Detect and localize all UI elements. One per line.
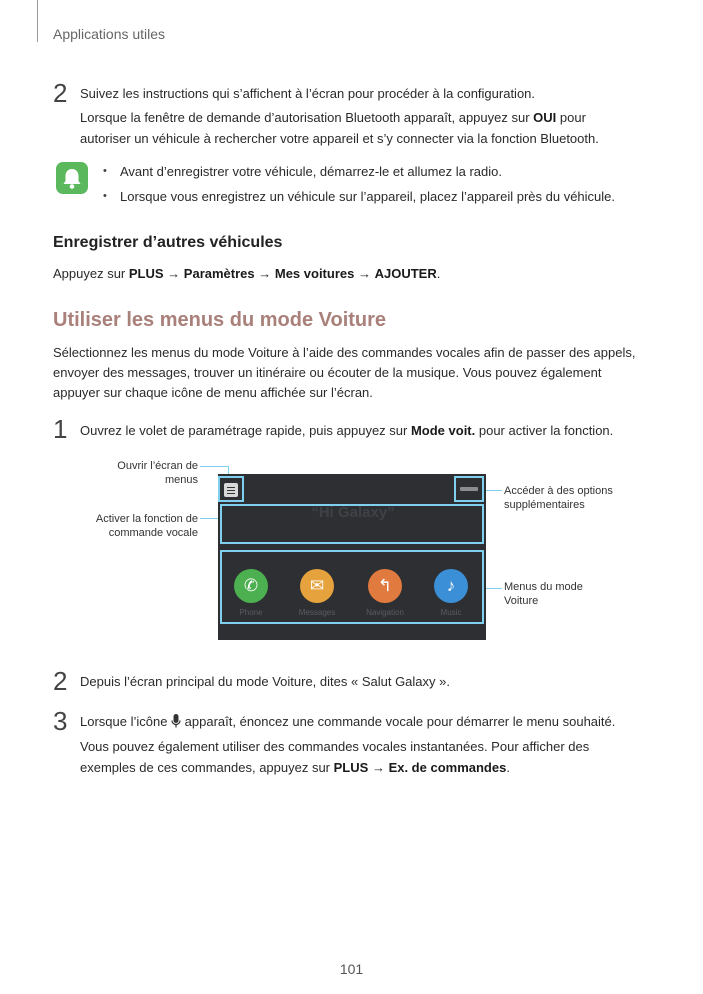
app-label: Messages: [298, 608, 336, 617]
callout-leader: [200, 518, 220, 519]
car-mode-screen: [218, 474, 486, 640]
paragraph-line: envoyer des messages, trouver un itinéraire ou écouter de la musique. Vous pouvez également: [53, 365, 602, 380]
step-number: 2: [53, 78, 68, 108]
bold-term: OUI: [533, 110, 557, 125]
callout-leader: [200, 466, 228, 467]
step-paragraph: Lorsque la fenêtre de demande d’autorisation Bluetooth apparaît, appuyez sur OUI pour: [80, 110, 586, 125]
step-paragraph-line: Vous pouvez également utiliser des commandes vocales instantanées. Pour afficher des: [80, 739, 590, 754]
step-text: Suivez les instructions qui s’affichent à l’écran pour procéder à la configuration.: [80, 86, 536, 101]
step-paragraph-line: autoriser un véhicule à rechercher votre appareil et s’y connecter via la fonction Bluetooth.: [80, 131, 599, 146]
turn-arrow-icon[interactable]: ↰: [368, 569, 402, 603]
step-number: 1: [53, 414, 68, 444]
microphone-icon: [171, 713, 181, 734]
bullet: •: [103, 190, 107, 202]
step-number: 2: [53, 666, 68, 696]
note-bullet: Avant d’enregistrer votre véhicule, démarrez-le et allumez la radio.: [120, 164, 502, 179]
callout-more-options: Accéder à des options supplémentaires: [504, 485, 613, 511]
app-label: Navigation: [366, 608, 404, 617]
menu-icon[interactable]: [224, 483, 238, 497]
bell-icon: [56, 162, 88, 194]
menu-path-instruction: exemples de ces commandes, appuyez sur PLUS → Ex. de commandes.: [80, 760, 510, 775]
app-label: Phone: [239, 608, 263, 617]
app-label: Music: [440, 608, 462, 617]
paragraph-line: appuyer sur chaque icône de menu affichée sur l’écran.: [53, 385, 373, 400]
callout-car-menus: Menus du mode Voiture: [504, 581, 583, 607]
page-number: 101: [339, 961, 364, 977]
step-text: Depuis l’écran principal du mode Voiture, dites « Salut Galaxy ».: [80, 674, 450, 689]
note-bullet: Lorsque vous enregistrez un véhicule sur l’appareil, placez l’appareil près du véhicule.: [120, 189, 616, 204]
envelope-icon[interactable]: ✉: [300, 569, 334, 603]
more-options-icon[interactable]: [460, 487, 478, 491]
bullet: •: [103, 165, 107, 177]
section-header: Applications utiles: [53, 26, 166, 42]
menu-path-instruction: Appuyez sur PLUS → Paramètres → Mes voitures → AJOUTER.: [53, 266, 441, 281]
voice-prompt: “Hi Galaxy”: [311, 504, 395, 521]
subsection-heading: Enregistrer d’autres véhicules: [53, 234, 283, 251]
phone-icon[interactable]: ✆: [234, 569, 268, 603]
margin-rule: [37, 0, 38, 42]
paragraph-line: Sélectionnez les menus du mode Voiture à l’aide des commandes vocales afin de passer des appels,: [53, 345, 636, 360]
music-note-icon[interactable]: ♪: [434, 569, 468, 603]
callout-leader: [486, 490, 502, 491]
callout-voice-command: Activer la fonction de commande vocale: [95, 513, 198, 539]
callout-leader: [486, 588, 502, 589]
step-number: 3: [53, 706, 68, 736]
callout-open-menus: Ouvrir l’écran de menus: [117, 460, 198, 486]
section-heading: Utiliser les menus du mode Voiture: [53, 309, 387, 331]
step-text: Ouvrez le volet de paramétrage rapide, puis appuyez sur Mode voit. pour activer la fonction.: [80, 423, 614, 438]
step-text: Lorsque l’icône apparaît, énoncez une commande vocale pour démarrer le menu souhaité.: [80, 711, 615, 734]
